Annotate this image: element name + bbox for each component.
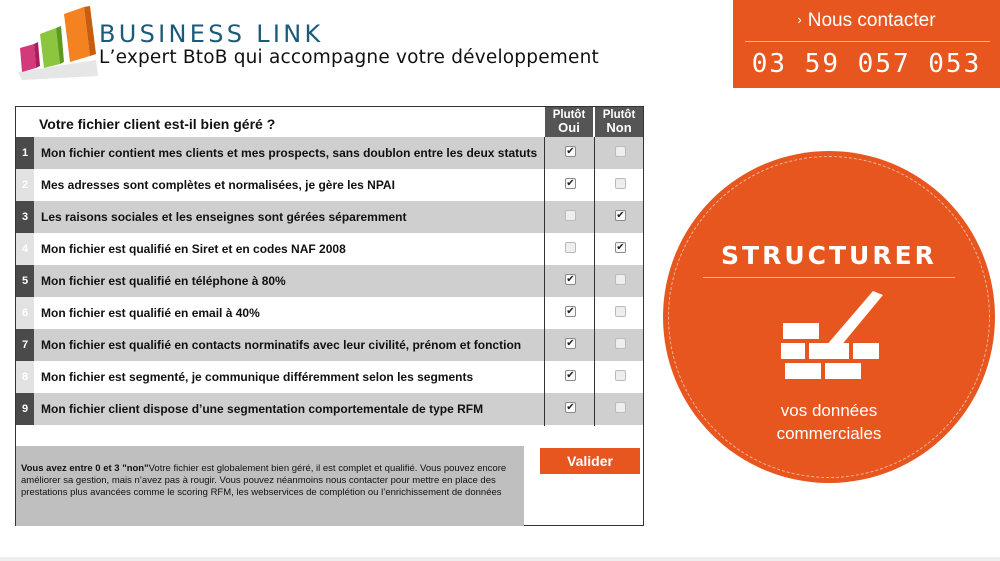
contact-divider (745, 41, 990, 42)
question-label: Mon fichier client dispose d’une segmentation comportementale de type RFM (41, 402, 484, 416)
checkbox-yes[interactable]: ✔ (566, 306, 575, 317)
result-body: Votre fichier est globalement bien géré, il est complet et qualifié. Vous pouvez encore améliorer sa gestion, mais n’avez pas à rougir. Vous pouvez néanmoins nous contacter pour mettre en place des prestations plus avancées comme le scoring RFM, les webservices de complétion ou l’enrichissement de données (21, 463, 507, 498)
badge-divider (703, 277, 955, 278)
column-header-yes (545, 107, 593, 137)
badge-subtitle-line1: vos données (780, 401, 878, 420)
question-number: 7 (16, 329, 34, 361)
column-divider (594, 137, 595, 426)
question-row (16, 361, 643, 393)
chevron-right-icon: › (797, 12, 802, 27)
checkbox-yes[interactable]: ✔ (566, 146, 575, 157)
brick-wall-trowel-icon (777, 285, 887, 385)
checkbox-yes[interactable]: ✔ (566, 178, 575, 189)
question-number: 1 (16, 137, 34, 169)
checkbox-no[interactable] (615, 274, 626, 285)
column-yes-small: Plutôt (552, 109, 586, 121)
question-label: Mon fichier est segmenté, je communique différemment selon les segments (41, 370, 474, 384)
checkbox-no[interactable] (615, 178, 626, 189)
question-label: Mon fichier est qualifié en Siret et en codes NAF 2008 (41, 242, 346, 256)
question-row (16, 169, 643, 201)
question-number: 5 (16, 265, 34, 297)
column-yes-big: Oui (558, 120, 580, 135)
validate-button[interactable]: Valider (540, 448, 640, 474)
question-number: 6 (16, 297, 34, 329)
contact-box (733, 0, 1000, 88)
checkbox-no[interactable] (615, 402, 626, 413)
question-row (16, 137, 643, 169)
result-text (21, 463, 511, 499)
checkbox-no[interactable]: ✔ (616, 242, 625, 253)
contact-link-label: Nous contacter (807, 10, 936, 31)
result-message (16, 446, 524, 526)
result-bold: Vous avez entre 0 et 3 "non" (21, 463, 149, 474)
column-no-small: Plutôt (602, 109, 636, 121)
question-row (16, 297, 643, 329)
question-number: 2 (16, 169, 34, 201)
question-row (16, 201, 643, 233)
structurer-badge (663, 151, 995, 483)
contact-link[interactable] (733, 10, 1000, 32)
checkbox-yes[interactable]: ✔ (566, 370, 575, 381)
badge-subtitle-line2: commerciales (776, 424, 882, 443)
question-label: Mon fichier contient mes clients et mes prospects, sans doublon entre les deux statuts (41, 146, 538, 160)
checkbox-no[interactable]: ✔ (616, 210, 625, 221)
question-row (16, 393, 643, 425)
question-label: Les raisons sociales et les enseignes sont gérées séparemment (41, 210, 407, 224)
column-no-big: Non (606, 120, 632, 135)
brand-tagline: L’expert BtoB qui accompagne votre développement (99, 47, 599, 68)
brand-name: BUSINESS LINK (99, 20, 324, 48)
checkbox-no[interactable] (615, 146, 626, 157)
question-row (16, 329, 643, 361)
question-label: Mon fichier est qualifié en téléphone à 80% (41, 274, 286, 288)
checkbox-yes[interactable] (565, 210, 576, 221)
footer-divider (0, 557, 1000, 561)
question-row (16, 233, 643, 265)
question-number: 4 (16, 233, 34, 265)
question-number: 3 (16, 201, 34, 233)
question-label: Mon fichier est qualifié en email à 40% (41, 306, 260, 320)
contact-phone[interactable]: 03 59 057 053 (751, 49, 982, 79)
question-number: 9 (16, 393, 34, 425)
checkbox-no[interactable] (615, 370, 626, 381)
checkbox-no[interactable] (615, 306, 626, 317)
questionnaire-title: Votre fichier client est-il bien géré ? (39, 116, 276, 132)
checkbox-yes[interactable]: ✔ (566, 274, 575, 285)
checkbox-yes[interactable] (565, 242, 576, 253)
question-row (16, 265, 643, 297)
question-label: Mon fichier est qualifié en contacts norminatifs avec leur civilité, prénom et fonction (41, 338, 522, 352)
question-label: Mes adresses sont complètes et normalisées, je gère les NPAI (41, 178, 395, 192)
badge-title: STRUCTURER (721, 241, 937, 270)
question-number: 8 (16, 361, 34, 393)
checkbox-yes[interactable]: ✔ (566, 338, 575, 349)
column-header-no (595, 107, 643, 137)
questionnaire-panel (15, 106, 644, 526)
business-link-logo-icon (14, 4, 100, 82)
checkbox-no[interactable] (615, 338, 626, 349)
checkbox-yes[interactable]: ✔ (566, 402, 575, 413)
column-divider (544, 137, 545, 426)
